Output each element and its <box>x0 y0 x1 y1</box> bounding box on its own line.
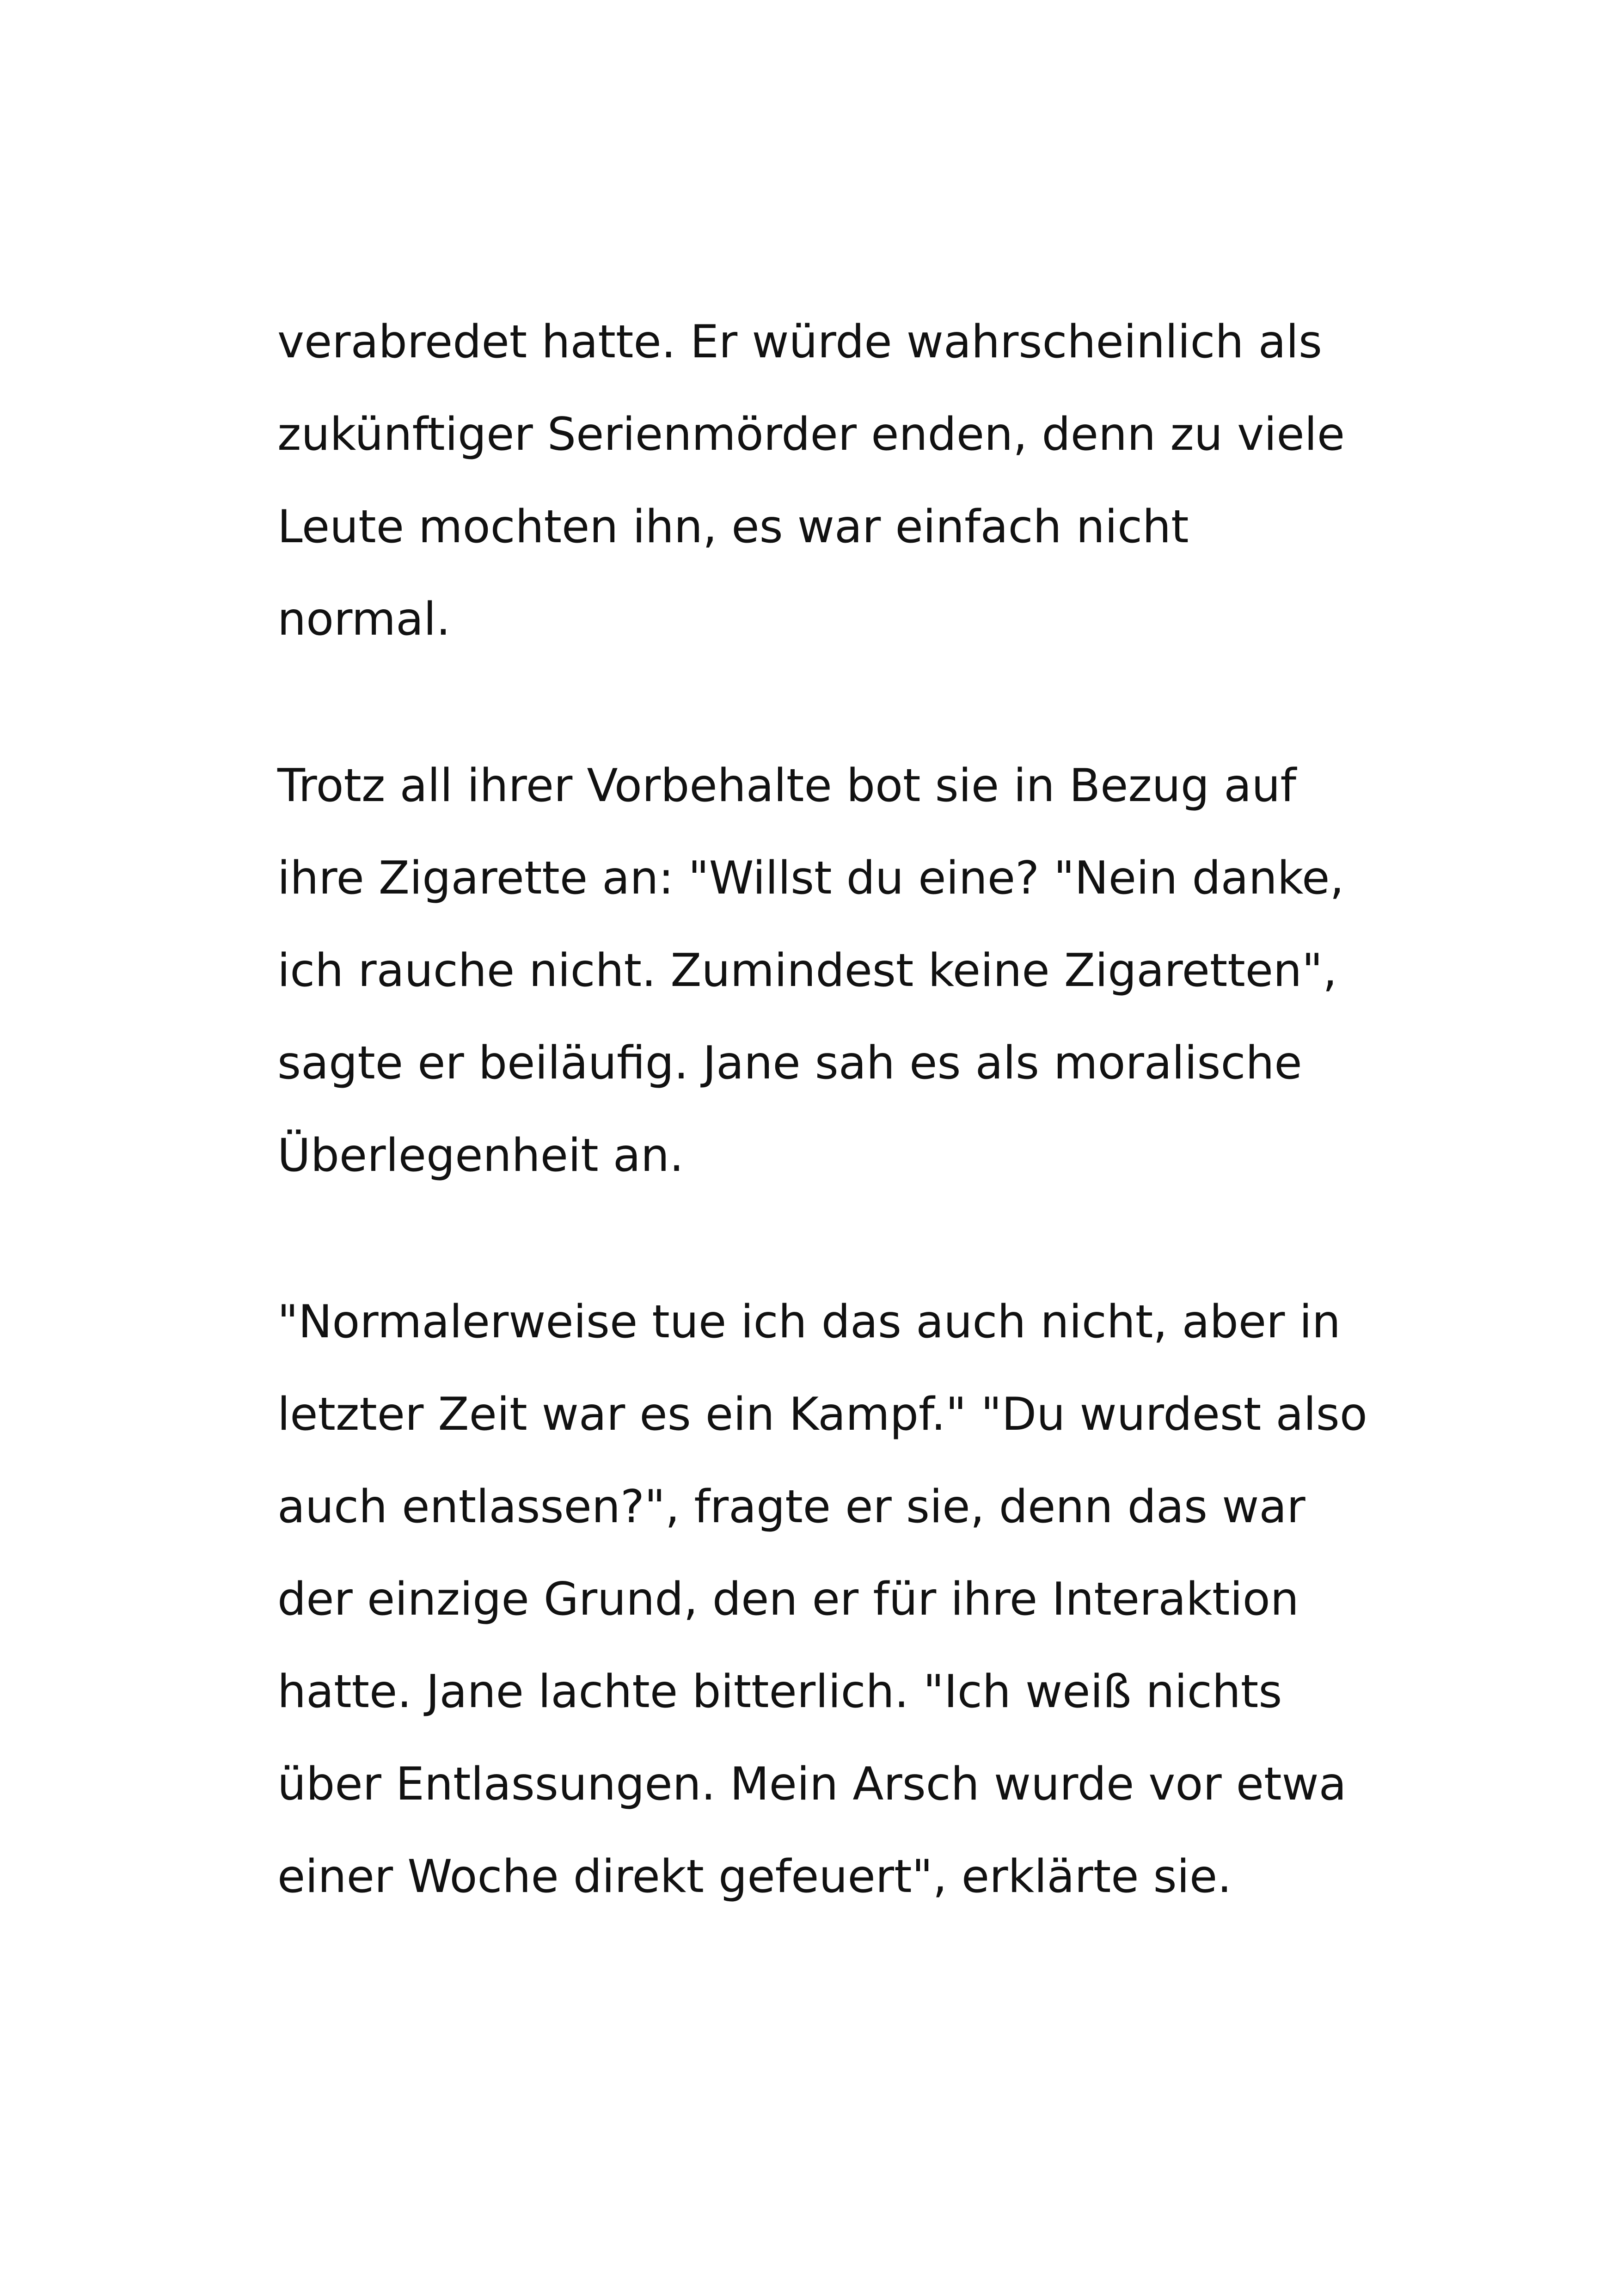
paragraph-1 <box>277 296 1368 666</box>
text-line: ihre Zigarette an: "Willst du eine? "Nein danke, <box>277 852 1344 905</box>
body-text <box>277 296 1368 1923</box>
text-line: ich rauche nicht. Zumindest keine Zigaretten", <box>277 944 1337 997</box>
text-line: über Entlassungen. Mein Arsch wurde vor etwa <box>277 1758 1347 1811</box>
paragraph-3 <box>277 1276 1368 1923</box>
text-line: zukünftiger Serienmörder enden, denn zu viele <box>277 408 1345 461</box>
text-line: letzter Zeit war es ein Kampf." "Du wurdest also <box>277 1388 1367 1441</box>
text-line: verabredet hatte. Er würde wahrscheinlich als <box>277 316 1323 368</box>
text-line: Leute mochten ihn, es war einfach nicht <box>277 501 1189 553</box>
text-line: "Normalerweise tue ich das auch nicht, aber in <box>277 1296 1341 1348</box>
paragraph-2 <box>277 740 1368 1202</box>
text-line: Trotz all ihrer Vorbehalte bot sie in Bezug auf <box>277 759 1296 812</box>
paragraph-spacer <box>277 666 1368 740</box>
text-line: hatte. Jane lachte bitterlich. "Ich weiß nichts <box>277 1665 1282 1718</box>
text-line: auch entlassen?", fragte er sie, denn das war <box>277 1481 1305 1533</box>
text-line: einer Woche direkt gefeuert", erklärte sie. <box>277 1850 1232 1903</box>
text-line: normal. <box>277 593 451 646</box>
text-line: der einzige Grund, den er für ihre Interaktion <box>277 1573 1299 1626</box>
text-line: sagte er beiläufig. Jane sah es als moralische <box>277 1037 1302 1090</box>
paragraph-spacer <box>277 1202 1368 1276</box>
text-line: Überlegenheit an. <box>277 1129 684 1182</box>
